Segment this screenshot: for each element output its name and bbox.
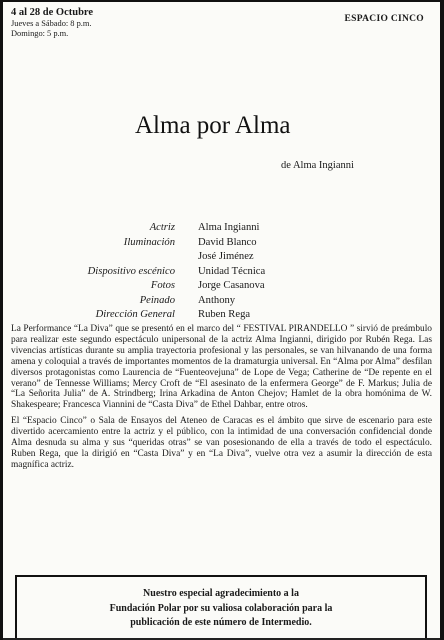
play-author: de Alma Ingianni [281, 160, 354, 171]
acknowledgement-line: Nuestro especial agradecimiento a la [143, 588, 299, 599]
dates-line: 4 al 28 de Octubre [11, 7, 94, 18]
credit-role: Dispositivo escénico [87, 265, 175, 277]
credit-role: Iluminación [123, 236, 175, 248]
credit-role: Dirección General [95, 309, 175, 320]
schedule-sunday: Domingo: 5 p.m. [11, 29, 69, 38]
credit-row [43, 221, 373, 236]
play-title: Alma por Alma [135, 112, 291, 139]
credit-name: Alma Ingianni [198, 222, 260, 233]
schedule-weekday: Jueves a Sábado: 8 p.m. [11, 19, 92, 28]
schedule-block [11, 6, 93, 39]
credit-role [43, 250, 198, 265]
credits-list [43, 221, 373, 323]
venue-label: ESPACIO CINCO [344, 14, 424, 24]
description-paragraph: La Performance “La Diva” que se presentó en el marco del “ FESTIVAL PIRANDELLO ” sirvió de preámbulo para realizar este segundo espectáculo unipersonal de la actriz Alma Ingianni, dirigido por Rubén Rega. Las vivencias artísticas durante su amplia trayectoria profesional y las personales, se van hilvanando de una forma amena y coloquial a través de importantes momentos de la dramaturgia universal. En “Alma por Alma” desfilan diversos protagonistas como Laurencia de “Fuenteovejuna” de Lope de Vega; Catherine de “De repente en el verano” de Tennesse Williams; Mercy Croft de “El asesinato de la enfermera George” de F. Markus; Julia de “La Señorita Julia” de A. Strindberg; Irina Arkadina de Anton Chejov; Hamlet de la obra homónima de W. Shakespeare; Francesca Viannini de “Casta Diva” de Ethel Dahbar, entre otros. [11, 324, 432, 411]
credit-name: Ruben Rega [198, 309, 251, 320]
acknowledgement-box [15, 575, 427, 639]
credit-row [43, 236, 373, 251]
acknowledgement-line: publicación de este número de Intermedio. [130, 617, 312, 628]
credit-name: David Blanco [198, 236, 257, 248]
credit-row [43, 279, 373, 294]
credit-name: José Jiménez [198, 251, 254, 262]
description-text [11, 324, 432, 476]
credit-name: Jorge Casanova [198, 280, 265, 291]
acknowledgement-text [17, 587, 425, 631]
credit-name: Unidad Técnica [198, 265, 266, 277]
credit-row [43, 250, 373, 265]
credit-row [43, 265, 373, 280]
acknowledgement-line: Fundación Polar por su valiosa colaboración para la [109, 602, 333, 614]
credit-row [43, 294, 373, 309]
credit-row [43, 308, 373, 323]
credit-role: Actriz [149, 222, 175, 233]
credit-role: Fotos [150, 280, 175, 291]
credit-name: Anthony [198, 294, 236, 306]
description-paragraph: El “Espacio Cinco” o Sala de Ensayos del Ateneo de Caracas es el ámbito que sirve de escenario para este divertido acercamiento entre la actriz y el público, con la intimidad de una conversación confidencial donde Alma desnuda su alma y sus “queridas otras” se van posesionando de ella a través de todo el espectáculo. Ruben Rega, que la dirigió en “Casta Diva” y en “La Diva”, vuelve otra vez a asumir la dirección de esta magnífica actriz. [11, 416, 432, 470]
credit-role: Peinado [139, 294, 175, 306]
